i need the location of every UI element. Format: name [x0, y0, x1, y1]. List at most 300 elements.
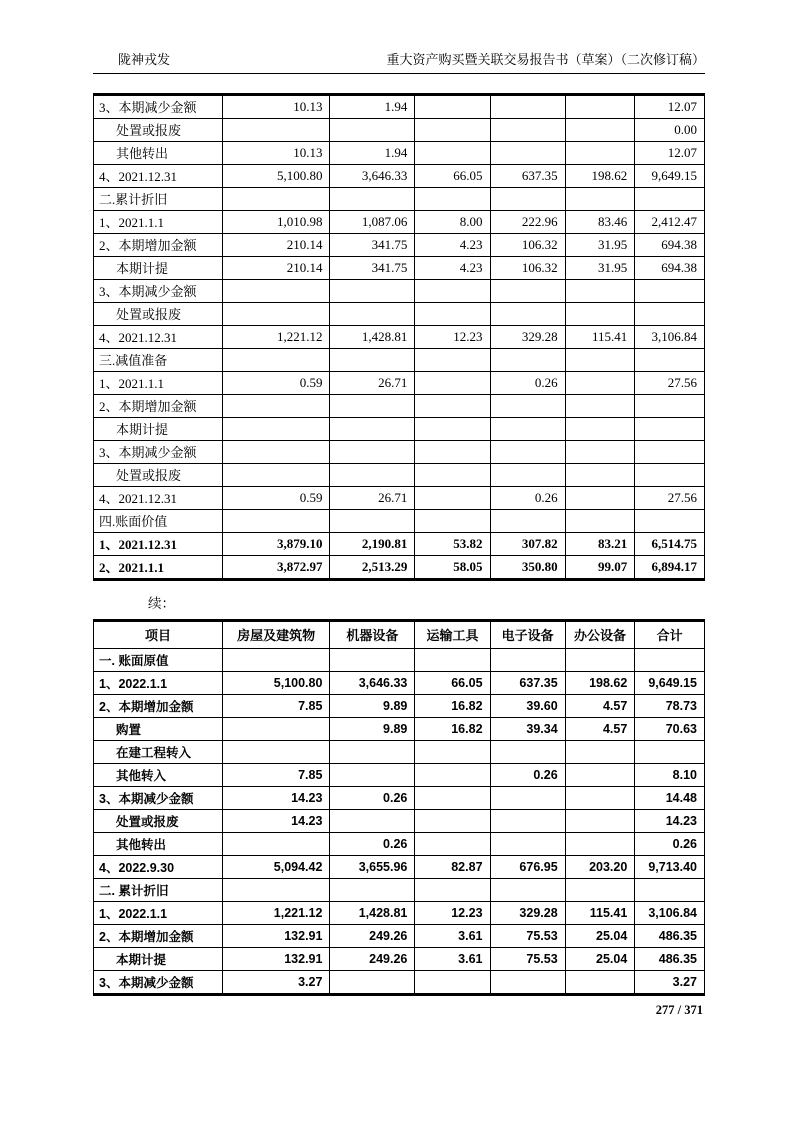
cell-value: 132.91 — [222, 924, 330, 947]
cell-value: 14.23 — [635, 809, 705, 832]
cell-value: 5,100.80 — [222, 671, 330, 694]
row-label: 二. 累计折旧 — [94, 878, 223, 901]
cell-value — [490, 809, 565, 832]
cell-value: 10.13 — [222, 94, 330, 118]
cell-value: 3,655.96 — [330, 855, 415, 878]
cell-value — [635, 302, 705, 325]
table-row — [94, 555, 705, 579]
cell-value: 6,894.17 — [635, 555, 705, 579]
cell-value: 3.27 — [222, 970, 330, 994]
row-label: 本期计提 — [94, 947, 223, 970]
cell-value — [490, 118, 565, 141]
cell-value: 3,646.33 — [330, 671, 415, 694]
table-row — [94, 947, 705, 970]
cell-value: 0.26 — [490, 763, 565, 786]
cell-value: 307.82 — [490, 532, 565, 555]
cell-value: 5,094.42 — [222, 855, 330, 878]
table-row — [94, 486, 705, 509]
row-label: 其他转出 — [94, 832, 223, 855]
cell-value — [565, 832, 635, 855]
table-row — [94, 256, 705, 279]
cell-value: 0.26 — [490, 486, 565, 509]
table-row — [94, 717, 705, 740]
row-label: 1、2022.1.1 — [94, 901, 223, 924]
cell-value: 3.27 — [635, 970, 705, 994]
row-label: 1、2021.12.31 — [94, 532, 223, 555]
cell-value: 9.89 — [330, 717, 415, 740]
cell-value — [222, 648, 330, 671]
cell-value: 7.85 — [222, 694, 330, 717]
table-row — [94, 440, 705, 463]
cell-value — [565, 141, 635, 164]
cell-value: 0.26 — [490, 371, 565, 394]
cell-value: 1.94 — [330, 94, 415, 118]
cell-value: 12.23 — [415, 901, 490, 924]
row-label: 2、本期增加金额 — [94, 694, 223, 717]
cell-value: 694.38 — [635, 256, 705, 279]
cell-value — [330, 648, 415, 671]
cell-value — [565, 118, 635, 141]
cell-value: 9,713.40 — [635, 855, 705, 878]
cell-value — [635, 463, 705, 486]
cell-value — [222, 417, 330, 440]
cell-value — [415, 118, 490, 141]
table-row — [94, 855, 705, 878]
cell-value: 75.53 — [490, 947, 565, 970]
cell-value: 132.91 — [222, 947, 330, 970]
cell-value — [635, 417, 705, 440]
table-header-row — [94, 620, 705, 648]
cell-value — [490, 832, 565, 855]
table-row — [94, 648, 705, 671]
cell-value: 0.26 — [330, 786, 415, 809]
row-label: 处置或报废 — [94, 302, 223, 325]
cell-value: 66.05 — [415, 164, 490, 187]
row-label: 4、2021.12.31 — [94, 164, 223, 187]
cell-value: 486.35 — [635, 947, 705, 970]
table-row — [94, 740, 705, 763]
cell-value: 3,872.97 — [222, 555, 330, 579]
column-header-vehicles: 运输工具 — [415, 620, 490, 648]
table-row — [94, 141, 705, 164]
row-label: 本期计提 — [94, 256, 223, 279]
cell-value — [565, 763, 635, 786]
cell-value — [330, 809, 415, 832]
cell-value — [415, 832, 490, 855]
column-header-office-equipment: 办公设备 — [565, 620, 635, 648]
cell-value — [415, 740, 490, 763]
cell-value — [565, 279, 635, 302]
cell-value — [635, 878, 705, 901]
row-label: 3、本期减少金额 — [94, 279, 223, 302]
cell-value: 83.46 — [565, 210, 635, 233]
table-row — [94, 463, 705, 486]
cell-value — [490, 509, 565, 532]
cell-value — [415, 486, 490, 509]
column-header-electronics: 电子设备 — [490, 620, 565, 648]
fixed-assets-table-2021 — [93, 93, 705, 581]
cell-value — [415, 279, 490, 302]
cell-value — [415, 878, 490, 901]
cell-value — [490, 740, 565, 763]
header-report-title: 重大资产购买暨关联交易报告书（草案）（二次修订稿） — [386, 52, 705, 67]
cell-value — [222, 832, 330, 855]
row-label: 其他转入 — [94, 763, 223, 786]
cell-value — [490, 440, 565, 463]
cell-value — [565, 740, 635, 763]
cell-value — [490, 786, 565, 809]
cell-value — [415, 509, 490, 532]
cell-value — [330, 118, 415, 141]
cell-value: 3,106.84 — [635, 325, 705, 348]
cell-value — [565, 302, 635, 325]
cell-value: 106.32 — [490, 256, 565, 279]
column-header-buildings: 房屋及建筑物 — [222, 620, 330, 648]
cell-value: 70.63 — [635, 717, 705, 740]
cell-value: 676.95 — [490, 855, 565, 878]
table-row — [94, 901, 705, 924]
cell-value — [222, 302, 330, 325]
cell-value: 14.23 — [222, 809, 330, 832]
cell-value — [565, 648, 635, 671]
cell-value: 249.26 — [330, 947, 415, 970]
cell-value — [490, 94, 565, 118]
cell-value — [415, 371, 490, 394]
row-label: 1、2021.1.1 — [94, 371, 223, 394]
cell-value — [222, 463, 330, 486]
cell-value: 198.62 — [565, 164, 635, 187]
cell-value — [565, 187, 635, 210]
row-label: 三.减值准备 — [94, 348, 223, 371]
table-row — [94, 671, 705, 694]
cell-value — [415, 141, 490, 164]
table-row — [94, 786, 705, 809]
table-row — [94, 417, 705, 440]
cell-value — [415, 94, 490, 118]
cell-value: 6,514.75 — [635, 532, 705, 555]
table-row — [94, 809, 705, 832]
cell-value — [635, 187, 705, 210]
cell-value: 31.95 — [565, 256, 635, 279]
cell-value: 14.48 — [635, 786, 705, 809]
cell-value — [565, 509, 635, 532]
cell-value — [330, 440, 415, 463]
cell-value: 0.59 — [222, 371, 330, 394]
header-company-name: 陇神戎发 — [118, 52, 171, 67]
cell-value — [490, 970, 565, 994]
cell-value — [415, 302, 490, 325]
cell-value: 3.61 — [415, 947, 490, 970]
cell-value: 8.00 — [415, 210, 490, 233]
cell-value — [565, 970, 635, 994]
cell-value: 12.23 — [415, 325, 490, 348]
cell-value — [222, 279, 330, 302]
cell-value: 1,428.81 — [330, 325, 415, 348]
cell-value: 1,087.06 — [330, 210, 415, 233]
cell-value: 694.38 — [635, 233, 705, 256]
cell-value — [565, 94, 635, 118]
cell-value — [490, 648, 565, 671]
cell-value: 341.75 — [330, 233, 415, 256]
row-label: 处置或报废 — [94, 463, 223, 486]
cell-value — [222, 509, 330, 532]
cell-value — [415, 417, 490, 440]
cell-value: 99.07 — [565, 555, 635, 579]
row-label: 1、2021.1.1 — [94, 210, 223, 233]
row-label: 四.账面价值 — [94, 509, 223, 532]
table-row — [94, 187, 705, 210]
cell-value: 31.95 — [565, 233, 635, 256]
cell-value: 9.89 — [330, 694, 415, 717]
running-header — [93, 52, 705, 74]
cell-value — [330, 394, 415, 417]
cell-value — [490, 394, 565, 417]
cell-value — [222, 878, 330, 901]
cell-value — [222, 717, 330, 740]
row-label: 1、2022.1.1 — [94, 671, 223, 694]
cell-value: 27.56 — [635, 486, 705, 509]
cell-value: 58.05 — [415, 555, 490, 579]
cell-value: 4.57 — [565, 717, 635, 740]
cell-value — [222, 440, 330, 463]
row-label: 3、本期减少金额 — [94, 94, 223, 118]
cell-value: 39.60 — [490, 694, 565, 717]
table-row — [94, 233, 705, 256]
cell-value: 0.59 — [222, 486, 330, 509]
cell-value — [330, 463, 415, 486]
cell-value — [330, 763, 415, 786]
row-label: 2、本期增加金额 — [94, 394, 223, 417]
table-row — [94, 348, 705, 371]
cell-value — [490, 141, 565, 164]
cell-value: 12.07 — [635, 141, 705, 164]
cell-value — [222, 348, 330, 371]
row-label: 3、本期减少金额 — [94, 970, 223, 994]
row-label: 4、2021.12.31 — [94, 325, 223, 348]
cell-value — [415, 463, 490, 486]
cell-value: 4.23 — [415, 233, 490, 256]
continuation-label: 续： — [148, 595, 175, 611]
row-label: 3、本期减少金额 — [94, 440, 223, 463]
cell-value: 12.07 — [635, 94, 705, 118]
cell-value — [222, 187, 330, 210]
cell-value: 0.00 — [635, 118, 705, 141]
cell-value: 3,106.84 — [635, 901, 705, 924]
cell-value: 1,221.12 — [222, 325, 330, 348]
cell-value: 203.20 — [565, 855, 635, 878]
cell-value — [635, 740, 705, 763]
cell-value — [490, 878, 565, 901]
cell-value — [330, 187, 415, 210]
table-row — [94, 118, 705, 141]
cell-value: 16.82 — [415, 694, 490, 717]
cell-value — [565, 463, 635, 486]
cell-value — [490, 302, 565, 325]
cell-value: 637.35 — [490, 671, 565, 694]
cell-value — [490, 417, 565, 440]
cell-value: 486.35 — [635, 924, 705, 947]
row-label: 2、本期增加金额 — [94, 924, 223, 947]
cell-value — [565, 394, 635, 417]
cell-value: 9,649.15 — [635, 671, 705, 694]
cell-value: 10.13 — [222, 141, 330, 164]
cell-value — [565, 371, 635, 394]
column-header-machinery: 机器设备 — [330, 620, 415, 648]
column-header-total: 合计 — [635, 620, 705, 648]
cell-value: 350.80 — [490, 555, 565, 579]
cell-value: 210.14 — [222, 233, 330, 256]
cell-value — [565, 440, 635, 463]
page-content — [93, 0, 705, 1018]
cell-value — [222, 740, 330, 763]
row-label: 处置或报废 — [94, 118, 223, 141]
page-number: 277 / 371 — [655, 1002, 703, 1017]
cell-value: 1,010.98 — [222, 210, 330, 233]
cell-value — [635, 440, 705, 463]
fixed-assets-table-2022-continued — [93, 619, 705, 996]
cell-value: 198.62 — [565, 671, 635, 694]
cell-value — [330, 279, 415, 302]
row-label: 在建工程转入 — [94, 740, 223, 763]
row-label: 其他转出 — [94, 141, 223, 164]
table-row — [94, 210, 705, 233]
table-row — [94, 394, 705, 417]
cell-value — [222, 394, 330, 417]
cell-value: 115.41 — [565, 325, 635, 348]
cell-value: 1,428.81 — [330, 901, 415, 924]
cell-value — [415, 348, 490, 371]
table-row — [94, 325, 705, 348]
table-row — [94, 302, 705, 325]
cell-value — [330, 348, 415, 371]
cell-value — [330, 417, 415, 440]
table-row — [94, 532, 705, 555]
cell-value: 2,190.81 — [330, 532, 415, 555]
cell-value — [635, 648, 705, 671]
cell-value: 3.61 — [415, 924, 490, 947]
cell-value: 329.28 — [490, 901, 565, 924]
column-header-item: 项目 — [94, 620, 223, 648]
cell-value: 210.14 — [222, 256, 330, 279]
fixed-assets-table-2022-body — [94, 648, 705, 994]
cell-value: 106.32 — [490, 233, 565, 256]
cell-value — [415, 648, 490, 671]
table-row — [94, 371, 705, 394]
cell-value: 1,221.12 — [222, 901, 330, 924]
cell-value: 39.34 — [490, 717, 565, 740]
cell-value: 27.56 — [635, 371, 705, 394]
cell-value — [635, 394, 705, 417]
cell-value: 3,646.33 — [330, 164, 415, 187]
row-label: 3、本期减少金额 — [94, 786, 223, 809]
cell-value: 3,879.10 — [222, 532, 330, 555]
cell-value — [490, 463, 565, 486]
cell-value: 8.10 — [635, 763, 705, 786]
cell-value: 25.04 — [565, 924, 635, 947]
cell-value — [490, 187, 565, 210]
cell-value — [635, 509, 705, 532]
cell-value — [415, 763, 490, 786]
cell-value — [415, 786, 490, 809]
cell-value — [330, 302, 415, 325]
cell-value — [330, 509, 415, 532]
cell-value — [415, 440, 490, 463]
row-label: 4、2021.12.31 — [94, 486, 223, 509]
cell-value — [490, 348, 565, 371]
cell-value: 82.87 — [415, 855, 490, 878]
cell-value — [330, 740, 415, 763]
cell-value — [635, 348, 705, 371]
cell-value: 115.41 — [565, 901, 635, 924]
cell-value: 75.53 — [490, 924, 565, 947]
cell-value: 4.57 — [565, 694, 635, 717]
cell-value — [565, 809, 635, 832]
cell-value: 16.82 — [415, 717, 490, 740]
cell-value: 83.21 — [565, 532, 635, 555]
cell-value — [635, 279, 705, 302]
row-label: 2、本期增加金额 — [94, 233, 223, 256]
cell-value — [565, 417, 635, 440]
row-label: 二.累计折旧 — [94, 187, 223, 210]
cell-value — [565, 786, 635, 809]
table-row — [94, 763, 705, 786]
cell-value — [565, 486, 635, 509]
table-row — [94, 924, 705, 947]
row-label: 2、2021.1.1 — [94, 555, 223, 579]
cell-value: 2,513.29 — [330, 555, 415, 579]
row-label: 本期计提 — [94, 417, 223, 440]
cell-value — [415, 970, 490, 994]
row-label: 处置或报废 — [94, 809, 223, 832]
cell-value: 7.85 — [222, 763, 330, 786]
cell-value: 26.71 — [330, 486, 415, 509]
cell-value: 249.26 — [330, 924, 415, 947]
cell-value: 1.94 — [330, 141, 415, 164]
table-row — [94, 509, 705, 532]
cell-value — [415, 809, 490, 832]
cell-value — [565, 878, 635, 901]
cell-value: 329.28 — [490, 325, 565, 348]
row-label: 购置 — [94, 717, 223, 740]
cell-value: 78.73 — [635, 694, 705, 717]
table-row — [94, 694, 705, 717]
row-label: 4、2022.9.30 — [94, 855, 223, 878]
row-label: 一. 账面原值 — [94, 648, 223, 671]
cell-value: 25.04 — [565, 947, 635, 970]
cell-value: 2,412.47 — [635, 210, 705, 233]
cell-value: 5,100.80 — [222, 164, 330, 187]
table-row — [94, 970, 705, 994]
cell-value — [415, 394, 490, 417]
cell-value — [330, 878, 415, 901]
cell-value: 222.96 — [490, 210, 565, 233]
table-row — [94, 832, 705, 855]
cell-value — [565, 348, 635, 371]
cell-value — [222, 118, 330, 141]
cell-value: 341.75 — [330, 256, 415, 279]
cell-value: 0.26 — [330, 832, 415, 855]
table-row — [94, 279, 705, 302]
cell-value: 66.05 — [415, 671, 490, 694]
cell-value — [330, 970, 415, 994]
cell-value: 26.71 — [330, 371, 415, 394]
fixed-assets-table-2021-body — [94, 94, 705, 579]
cell-value: 9,649.15 — [635, 164, 705, 187]
table-row — [94, 878, 705, 901]
cell-value — [415, 187, 490, 210]
table-row — [94, 164, 705, 187]
cell-value: 53.82 — [415, 532, 490, 555]
